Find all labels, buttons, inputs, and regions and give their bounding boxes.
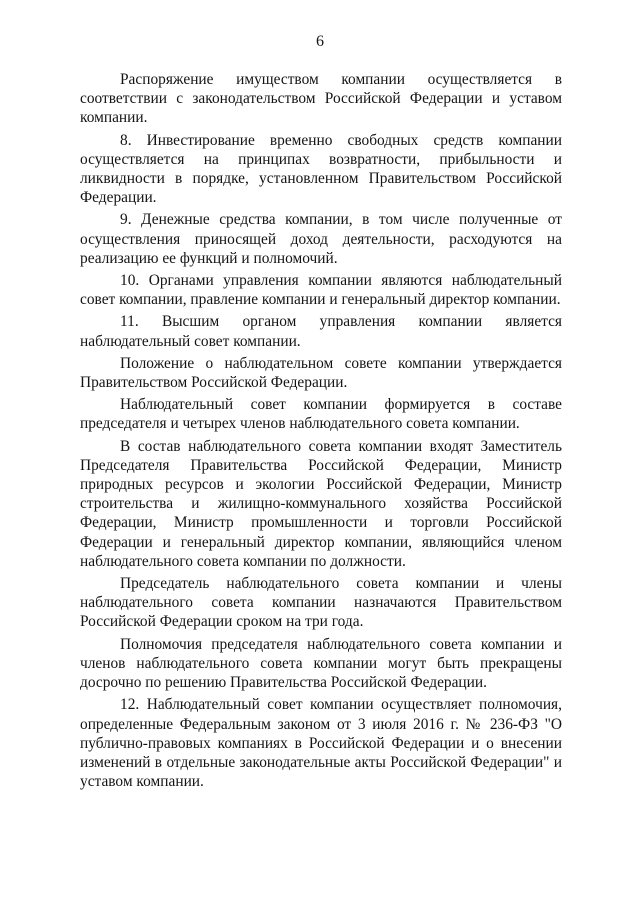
paragraph-board-formation: Наблюдательный совет компании формируется в составе председателя и четырех членов наблюдательного совета компании. [80,396,562,433]
paragraph-property-disposal: Распоряжение имуществом компании осуществляется в соответствии с законодательством Российской Федерации и уставом компании. [80,71,562,127]
paragraph-board-termination: Полномочия председателя наблюдательного совета компании и членов наблюдательного совета компании могут быть прекращены досрочно по решению Правительства Российской Федерации. [80,635,562,692]
document-body [80,70,562,794]
paragraph-board-composition: В состав наблюдательного совета компании входят Заместитель Председателя Правительства Российской Федерации, Министр природных ресурсов и экологии Российской Федерации, Министр строительства и жилищно-коммунального хозяйства Российской Федерации, Министр промышленности и торговли Российской Федерации и генеральный директор компании, являющийся членом наблюдательного совета компании по должности. [80,437,562,570]
page-number: 6 [316,33,324,50]
paragraph-board-appointment: Председатель наблюдательного совета компании и члены наблюдательного совета компании назначаются Правительством Российской Федерации сроком на три года. [80,575,562,631]
paragraph-11-supreme-body: 11. Высшим органом управления компании является наблюдательный совет компании. [80,313,562,350]
paragraph-board-regulation: Положение о наблюдательном совете компании утверждается Правительством Российской Федерации. [80,354,562,392]
paragraph-10-governing-bodies: 10. Органами управления компании являются наблюдательный совет компании, правление компании и генеральный директор компании. [80,272,562,309]
paragraph-12-board-powers: 12. Наблюдательный совет компании осуществляет полномочия, определенные Федеральным законом от 3 июля 2016 г. № 236-ФЗ "О публично-правовых компаниях в Российской Федерации и о внесении изменений в отдельные законодательные акты Российской Федерации" и уставом компании. [80,696,562,791]
paragraph-9-funds: 9. Денежные средства компании, в том числе полученные от осуществления приносящей доход деятельности, расходуются на реализацию ее функций и полномочий. [80,211,562,267]
paragraph-8-investment: 8. Инвестирование временно свободных средств компании осуществляется на принципах возвратности, прибыльности и ликвидности в порядке, установленном Правительством Российской Федерации. [80,131,562,207]
